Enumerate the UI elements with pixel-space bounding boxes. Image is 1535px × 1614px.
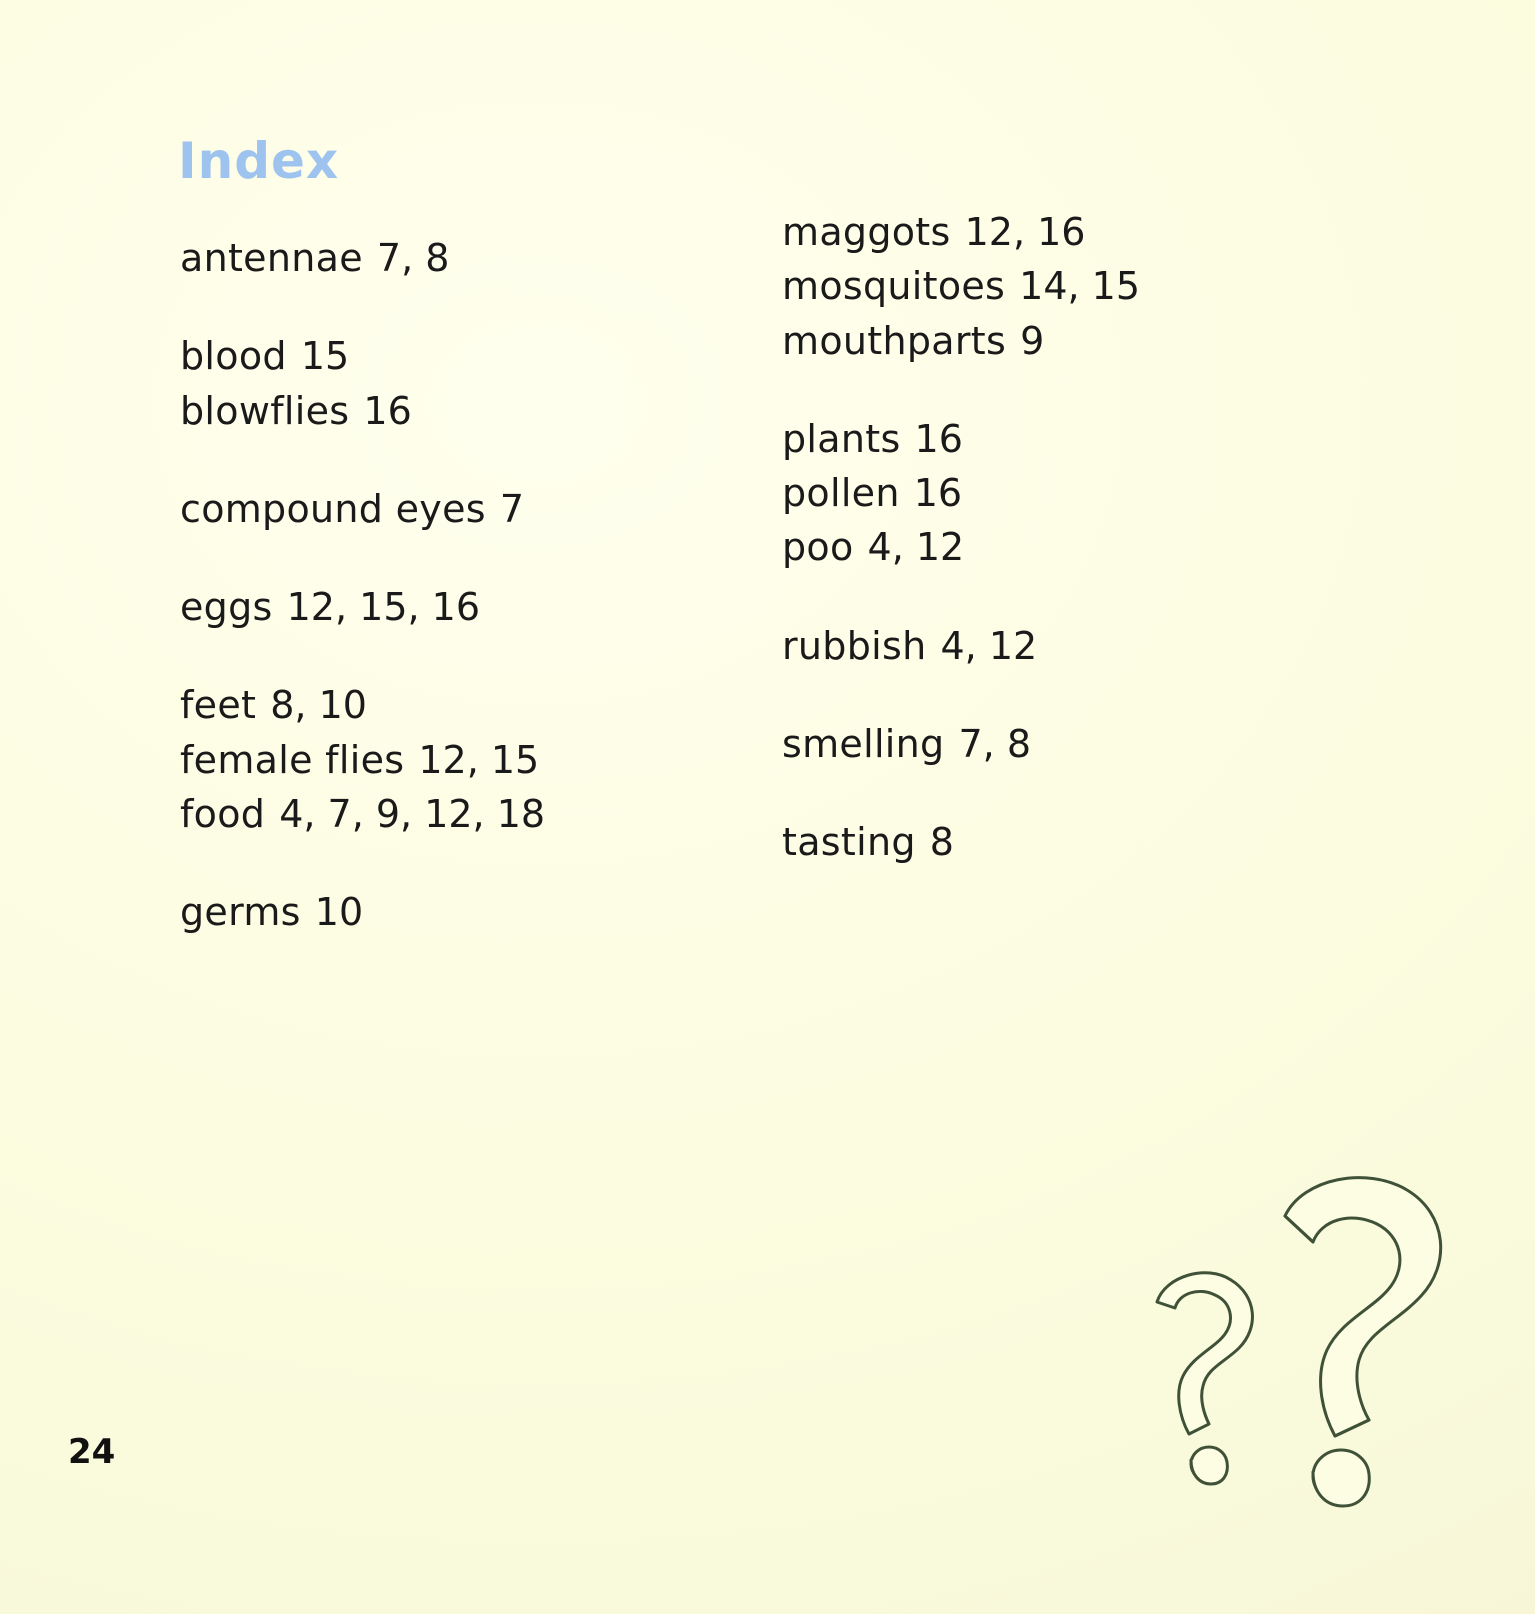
- index-entry-pages: 10: [314, 890, 364, 935]
- page-title: Index: [178, 132, 340, 190]
- index-entry-term: rubbish: [782, 623, 927, 668]
- index-entry: [180, 388, 740, 433]
- index-entry-pages: 7: [499, 486, 525, 531]
- index-entry-term: pollen: [782, 471, 900, 516]
- index-entry-term: poo: [782, 525, 854, 570]
- index-entry: [180, 737, 740, 782]
- index-entry-pages: 8, 10: [270, 683, 367, 728]
- index-entry: [782, 623, 1382, 668]
- index-entry: [180, 334, 740, 379]
- index-entry-pages: 7, 8: [376, 236, 450, 280]
- index-entry-pages: 4, 7, 9, 12, 18: [279, 791, 546, 836]
- index-entry-pages: 4, 12: [940, 623, 1038, 668]
- index-entry-term: antennae: [180, 236, 363, 280]
- index-entry-term: maggots: [782, 210, 951, 254]
- index-entry-pages: 16: [913, 471, 963, 516]
- index-entry-pages: 12, 15, 16: [286, 585, 481, 630]
- index-entry: [782, 471, 1382, 516]
- index-entry-pages: 4, 12: [867, 525, 965, 570]
- index-entry-term: female flies: [180, 737, 405, 782]
- question-marks-icon: [1135, 1124, 1495, 1524]
- index-column-right: [782, 212, 1382, 876]
- index-entry-term: blood: [180, 334, 287, 379]
- index-entry-pages: 15: [300, 334, 350, 379]
- index-entry-term: germs: [180, 890, 301, 935]
- index-entry: [180, 890, 740, 935]
- index-entry-term: compound eyes: [180, 486, 486, 531]
- index-entry-pages: 8: [929, 820, 954, 865]
- index-entry: [782, 525, 1382, 570]
- index-entry-pages: 12, 16: [964, 210, 1086, 254]
- index-entry-pages: 14, 15: [1019, 264, 1141, 309]
- index-entry: [180, 486, 740, 531]
- index-entry: [782, 820, 1382, 865]
- index-entry: [782, 212, 1382, 252]
- index-entry-term: feet: [180, 683, 257, 728]
- index-entry-pages: 9: [1020, 318, 1045, 363]
- index-entry-term: mosquitoes: [782, 264, 1006, 309]
- index-entry: [782, 264, 1382, 309]
- index-entry: [180, 585, 740, 630]
- index-entry-term: tasting: [782, 820, 916, 865]
- index-entry-pages: 16: [914, 416, 963, 461]
- index-entry-term: food: [180, 791, 266, 836]
- index-entry-term: blowflies: [180, 388, 350, 433]
- index-entry: [782, 721, 1382, 766]
- index-entry-pages: 12, 15: [418, 737, 540, 782]
- index-entry-term: mouthparts: [782, 318, 1007, 363]
- page-number: 24: [68, 1432, 116, 1472]
- index-entry: [782, 318, 1382, 363]
- index-entry-term: smelling: [782, 721, 945, 766]
- index-entry: [180, 791, 740, 836]
- index-entry: [180, 683, 740, 728]
- index-entry-term: plants: [782, 416, 901, 461]
- index-entry: [180, 238, 740, 278]
- index-entry-pages: 16: [363, 388, 412, 433]
- index-column-left: [180, 238, 740, 946]
- index-entry-term: eggs: [180, 585, 273, 630]
- index-entry: [782, 416, 1382, 461]
- index-entry-pages: 7, 8: [958, 721, 1031, 766]
